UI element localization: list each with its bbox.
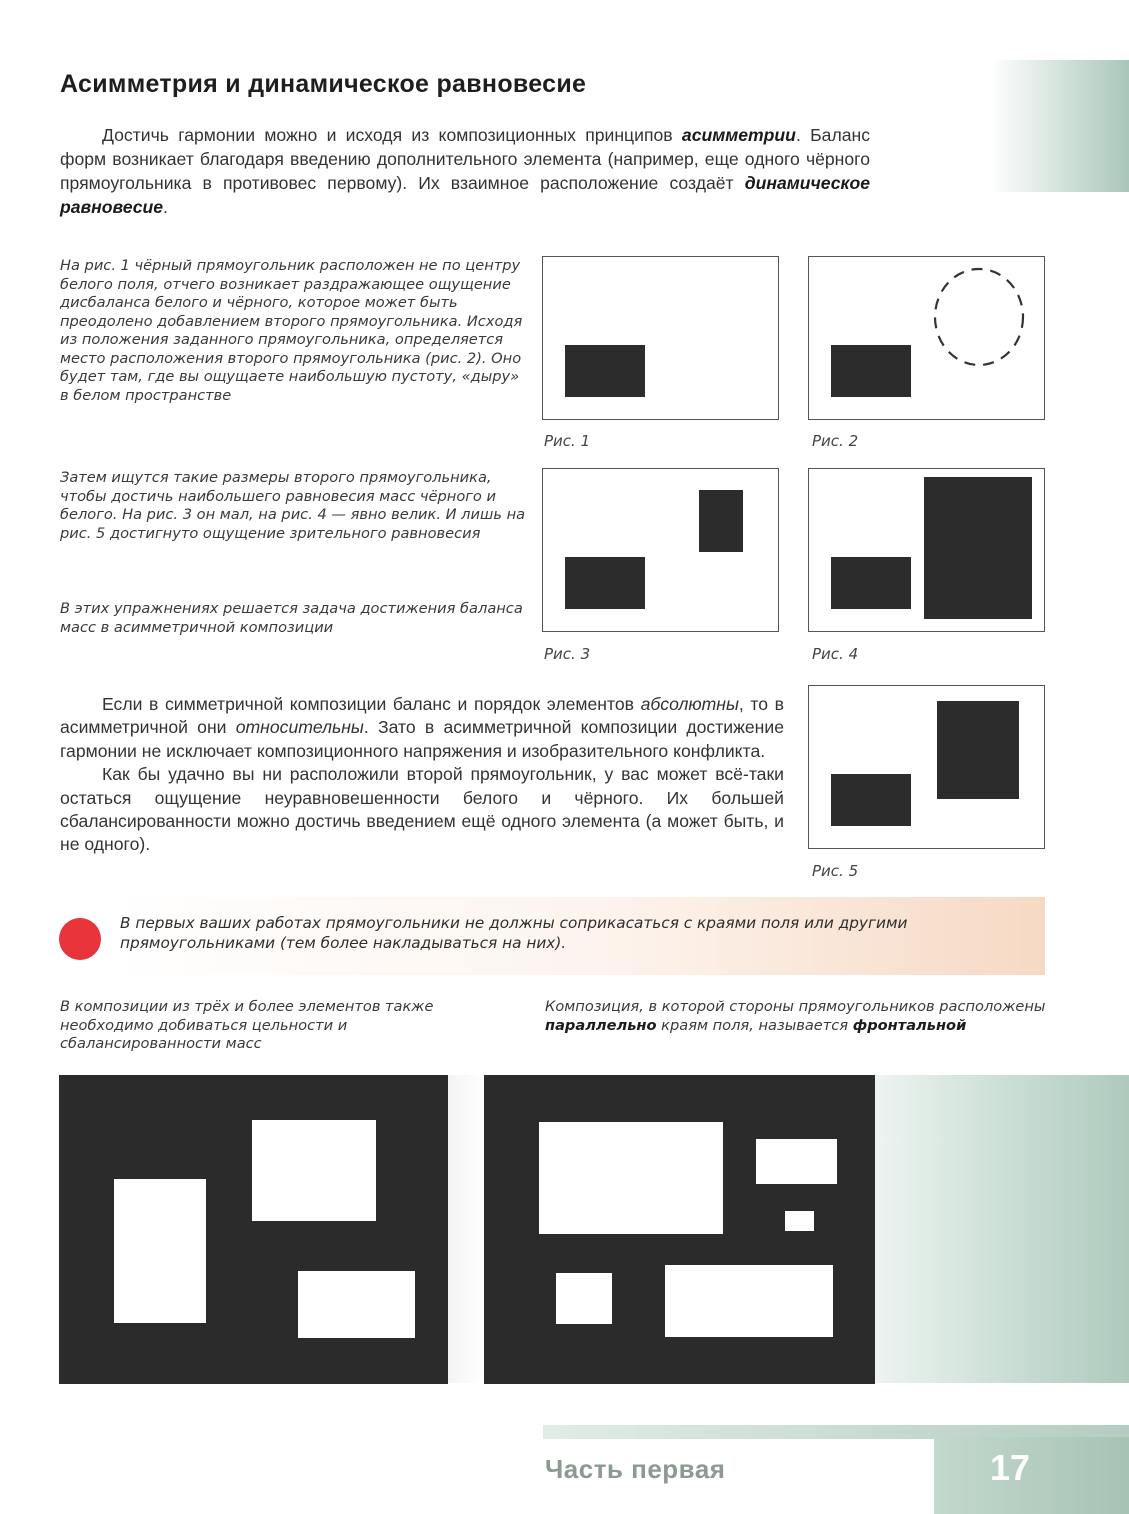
white-rectangle xyxy=(785,1211,814,1231)
decorative-band-bottom xyxy=(874,1075,1129,1383)
figure-1 xyxy=(542,256,779,420)
figure-2-caption: Рис. 2 xyxy=(812,432,859,450)
warning-dot-icon xyxy=(59,918,101,960)
page-title: Асимметрия и динамическое равновесие xyxy=(60,70,587,98)
side-note-2: Затем ищутся такие размеры второго прямоугольника, чтобы достичь наибольшего равновесия масс чёрного и белого. На рис. 3 он мал, на рис. 4 — явно велик. И лишь на рис. 5 достигнуто ощущение зрительного равновесия xyxy=(60,469,526,542)
page-number: 17 xyxy=(990,1447,1031,1488)
note-text: В первых ваших работах прямоугольники не должны соприкасаться с краями поля или другими прямоугольниками (тем более накладываться на них). xyxy=(120,914,908,952)
term-dynamic-balance: динамическое равновесие xyxy=(60,173,870,217)
body-paragraph-2: Как бы удачно вы ни расположили второй прямоугольник, у вас может всё-таки остаться ощущение неуравновешенности белого и чёрного. Их большей сбалансированности можно достичь введением ещё одного элемента (а может быть, и не одного). xyxy=(60,764,784,855)
black-rectangle xyxy=(831,557,911,609)
term-asymmetry: асимметрии xyxy=(681,125,796,145)
black-rectangle xyxy=(831,345,911,397)
white-rectangle xyxy=(556,1273,612,1324)
white-rectangle xyxy=(252,1120,376,1221)
decorative-band-middle xyxy=(448,1075,486,1383)
term-absolute: абсолютны xyxy=(640,694,739,714)
black-rectangle xyxy=(831,774,911,826)
caption-left: В композиции из трёх и более элементов также необходимо добиваться цельности и сбалансированности масс xyxy=(60,998,434,1052)
figure-4-caption: Рис. 4 xyxy=(812,645,859,663)
caption-text: краям поля, называется xyxy=(656,1016,853,1034)
balanced-black-rectangle xyxy=(937,701,1019,799)
figure-3-caption: Рис. 3 xyxy=(544,645,591,663)
composition-panel-left xyxy=(59,1075,448,1384)
intro-paragraph xyxy=(60,123,870,219)
figure-5 xyxy=(808,685,1045,849)
white-rectangle xyxy=(114,1179,206,1323)
body-text-span: . Зато в асимметричной композиции достижение гармонии не исключает композиционного напряжения и изобразительного конфликта. xyxy=(60,717,784,761)
figure-1-caption: Рис. 1 xyxy=(544,432,591,450)
side-note-1: На рис. 1 чёрный прямоугольник расположен не по центру белого поля, отчего возникает раздражающее ощущение дисбаланса белого и чёрного, которое может быть преодолено добавлением второго прямоугольника. Исходя из положения заданного прямоугольника, определяется место расположения второго прямоугольника (рис. 2). Оно будет там, где вы ощущаете наибольшую пустоту, «дыру» в белом пространстве xyxy=(60,257,523,404)
figure-3 xyxy=(542,468,779,632)
term-relative: относительны xyxy=(235,717,364,738)
black-rectangle xyxy=(565,557,645,609)
caption-text: Композиция, в которой стороны прямоугольников расположены xyxy=(545,998,1046,1015)
intro-text-1: Достичь гармонии можно и исходя из композиционных принципов xyxy=(102,125,682,145)
dashed-ellipse xyxy=(927,263,1031,371)
composition-panel-right xyxy=(484,1075,875,1384)
term-parallel: параллельно xyxy=(545,1016,657,1034)
white-rectangle xyxy=(665,1265,833,1337)
body-text-span: Если в симметричной композиции баланс и порядок элементов xyxy=(102,694,641,714)
figure-4 xyxy=(808,468,1045,632)
white-rectangle xyxy=(756,1139,837,1184)
body-text-span: , то в асимметричной они xyxy=(60,694,784,738)
large-black-rectangle xyxy=(924,477,1032,619)
page-number-background xyxy=(934,1437,1129,1514)
decorative-band-top xyxy=(990,60,1129,192)
intro-text-2: . Баланс форм возникает благодаря введению дополнительного элемента (например, еще одного чёрного прямоугольника в противовес первому). Их взаимное расположение создаёт xyxy=(60,125,871,193)
white-rectangle xyxy=(539,1122,723,1234)
white-rectangle xyxy=(298,1271,415,1338)
side-note-3: В этих упражнениях решается задача достижения баланса масс в асимметричной композиции xyxy=(60,600,523,636)
caption-right xyxy=(545,998,1065,1035)
black-rectangle xyxy=(565,345,645,397)
body-paragraph-1 xyxy=(60,693,784,763)
footer-part-label: Часть первая xyxy=(545,1454,726,1484)
figure-2 xyxy=(808,256,1045,420)
figure-5-caption: Рис. 5 xyxy=(812,862,859,880)
body-text xyxy=(60,693,784,857)
small-black-rectangle xyxy=(699,490,743,552)
intro-text-3: . xyxy=(163,197,168,217)
term-frontal: фронтальной xyxy=(852,1016,967,1034)
